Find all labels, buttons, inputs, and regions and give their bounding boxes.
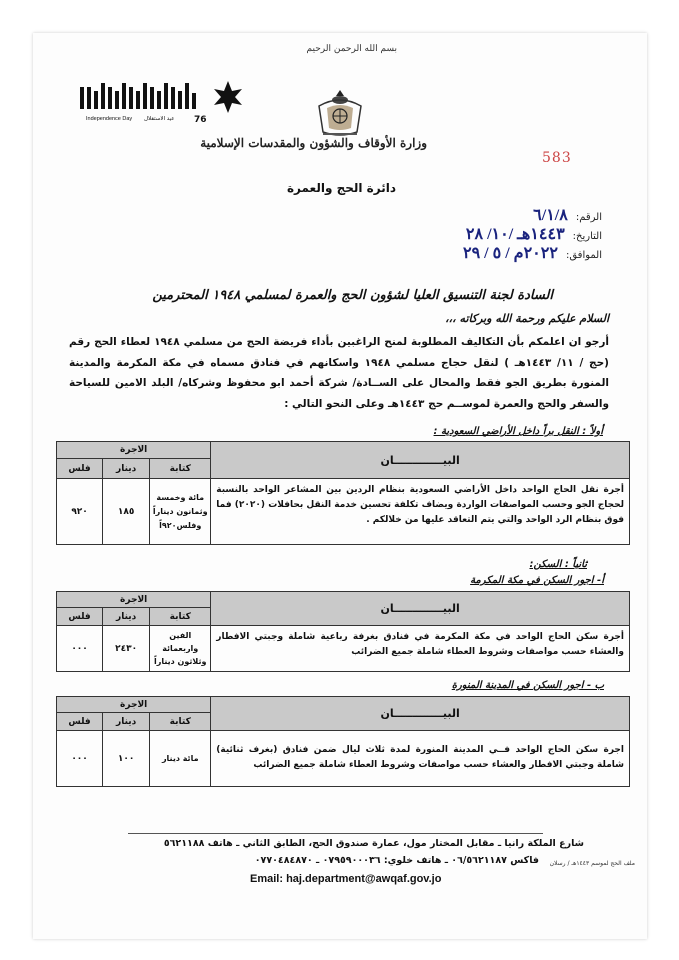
greeting: السلام عليكم ورحمة الله وبركاته ،،، — [445, 312, 609, 325]
makkah-dinar: ٢٤٣٠ — [103, 626, 150, 672]
words-header: كتابة — [150, 713, 211, 731]
makkah-description: أجرة سكن الحاج الواحد في مكة المكرمة في فنادق بغرفة رباعية شاملة وجبتي الافطار والعشاء حسب مواصفات وشروط العطاء شاملة جميع الضرائب — [211, 626, 630, 672]
statement-header: البيـــــــــــــان — [211, 697, 630, 731]
madinah-words: مائة دينار — [150, 731, 211, 787]
independence-day-logo — [76, 79, 246, 133]
madinah-dinar: ١٠٠ — [103, 731, 150, 787]
ref-label: الرقم: — [575, 212, 602, 223]
fee-header: الاجرة — [57, 442, 211, 459]
date-label: التاريخ: — [572, 231, 602, 242]
madinah-fee-table — [56, 696, 630, 787]
statement-header: البيـــــــــــــان — [211, 592, 630, 626]
madinah-description: اجرة سكن الحاج الواحد فــي المدينة المنورة لمدة ثلاث ليال ضمن فنادق (بغرف ثنائية) شاملة وجبتي الافطار والعشاء حسب مواصفات وشروط العطاء شاملة جميع الضرائب — [211, 731, 630, 787]
transport-dinar: ١٨٥ — [103, 479, 150, 545]
department-name: دائرة الحج والعمرة — [286, 181, 396, 195]
transport-description: أجرة نقل الحاج الواحد داخل الأراضي السعودية بنظام الردين بين المشاعر الواحد بالنسبة لحجاج الجو وحسب المواصفات الواردة ويضاف تكلفة تحسين خدمة النقل بحافلات (٢٠٢٠) فما فوق بنظام الرد الواحد والتي يتم التعاقد عليها من خلالكم . — [211, 479, 630, 545]
section-transport-title: أولاً : النقل براً داخل الأراضي السعودية : — [433, 426, 603, 437]
section-makkah-title: أ- اجور السكن في مكة المكرمة — [470, 575, 604, 586]
makkah-fils: ٠٠٠ — [57, 626, 103, 672]
fils-header: فلس — [57, 713, 103, 731]
section-madinah-title: ب - اجور السكن في المدينة المنورة — [451, 680, 604, 691]
fils-header: فلس — [57, 459, 103, 479]
makkah-fee-table — [56, 591, 630, 672]
dinar-header: دينار — [103, 608, 150, 626]
transport-fee-table — [56, 441, 630, 545]
footer-divider — [128, 833, 543, 834]
fee-header: الاجرة — [57, 592, 211, 608]
footer-phones: فاكس ٠٦/٥٦٢١١٨٧ ـ هاتف خلوي: ٠٧٩٥٩٠٠٠٣٦ ـ ٠٧٧٠٤٨٤٨٧٠ — [254, 855, 539, 866]
dinar-header: دينار — [103, 459, 150, 479]
ref-field — [533, 205, 602, 225]
basmala: بسم الله الرحمن الرحيم — [306, 44, 397, 54]
footer-email: Email: haj.department@awqaf.gov.jo — [250, 873, 442, 885]
corr-label: الموافق: — [565, 250, 602, 261]
file-reference: ملف الحج لموسم ١٤٤٣هـ / رسلان — [549, 860, 635, 867]
ministry-name: وزارة الأوقاف والشؤون والمقدسات الإسلامية — [200, 136, 427, 150]
words-header: كتابة — [150, 459, 211, 479]
statement-header: البيـــــــــــــان — [211, 442, 630, 479]
jordan-crest-icon — [313, 88, 367, 142]
transport-words: مائة وخمسة وثمانون ديناراً وفلس٩٢٠اً — [150, 479, 211, 545]
fee-header: الاجرة — [57, 697, 211, 713]
date-field — [466, 224, 602, 244]
date-value: ١٤٤٣هـ /١٠/ ٢٨ — [465, 226, 565, 243]
ref-value: ٦/١/٨ — [533, 207, 568, 224]
section-housing-title: ثانياً : السكن: — [529, 559, 587, 570]
letter-body: أرجو ان اعلمكم بأن التكاليف المطلوبة لمنح الراغبين بأداء فريضة الحج من مسلمي ١٩٤٨ لعطاء الحج رقم (حج / ١١/ ١٤٤٣هـ ) لنقل حجاج مسلمي ١٩٤٨ واسكانهم في فنادق مسماه في مكة المكرمة والمدينة المنورة بطريق الجو فقط والمحال على الســادة/ شركة أحمد ابو محفوظ وشركاه/ البلد الامين للسياحة والسفر والحج والعمرة لموســم حج ١٤٤٣هـ وعلى النحو التالي : — [69, 336, 609, 410]
corr-date-field — [463, 243, 602, 263]
words-header: كتابة — [150, 608, 211, 626]
fils-header: فلس — [57, 608, 103, 626]
document-number: 583 — [542, 150, 572, 166]
transport-fils: ٩٢٠ — [57, 479, 103, 545]
addressee: السادة لجنة التنسيق العليا لشؤون الحج والعمرة لمسلمي ١٩٤٨ المحترمين — [152, 288, 553, 303]
corr-value: ٢٠٢٢م / ٥ / ٢٩ — [462, 245, 558, 262]
logo-caption-ar: عيد الاستقلال — [144, 116, 175, 122]
madinah-fils: ٠٠٠ — [57, 731, 103, 787]
logo-caption-en: Independence Day — [86, 116, 133, 122]
footer-address: شارع الملكة رانيا ـ مقابل المختار مول، عمارة صندوق الحج، الطابق الثاني ـ هاتف ٥٦٢١١٨٨ — [163, 838, 584, 849]
logo-number: 76 — [194, 115, 207, 125]
makkah-words: الفين واربعمائة وثلاثون ديناراً — [150, 626, 211, 672]
dinar-header: دينار — [103, 713, 150, 731]
